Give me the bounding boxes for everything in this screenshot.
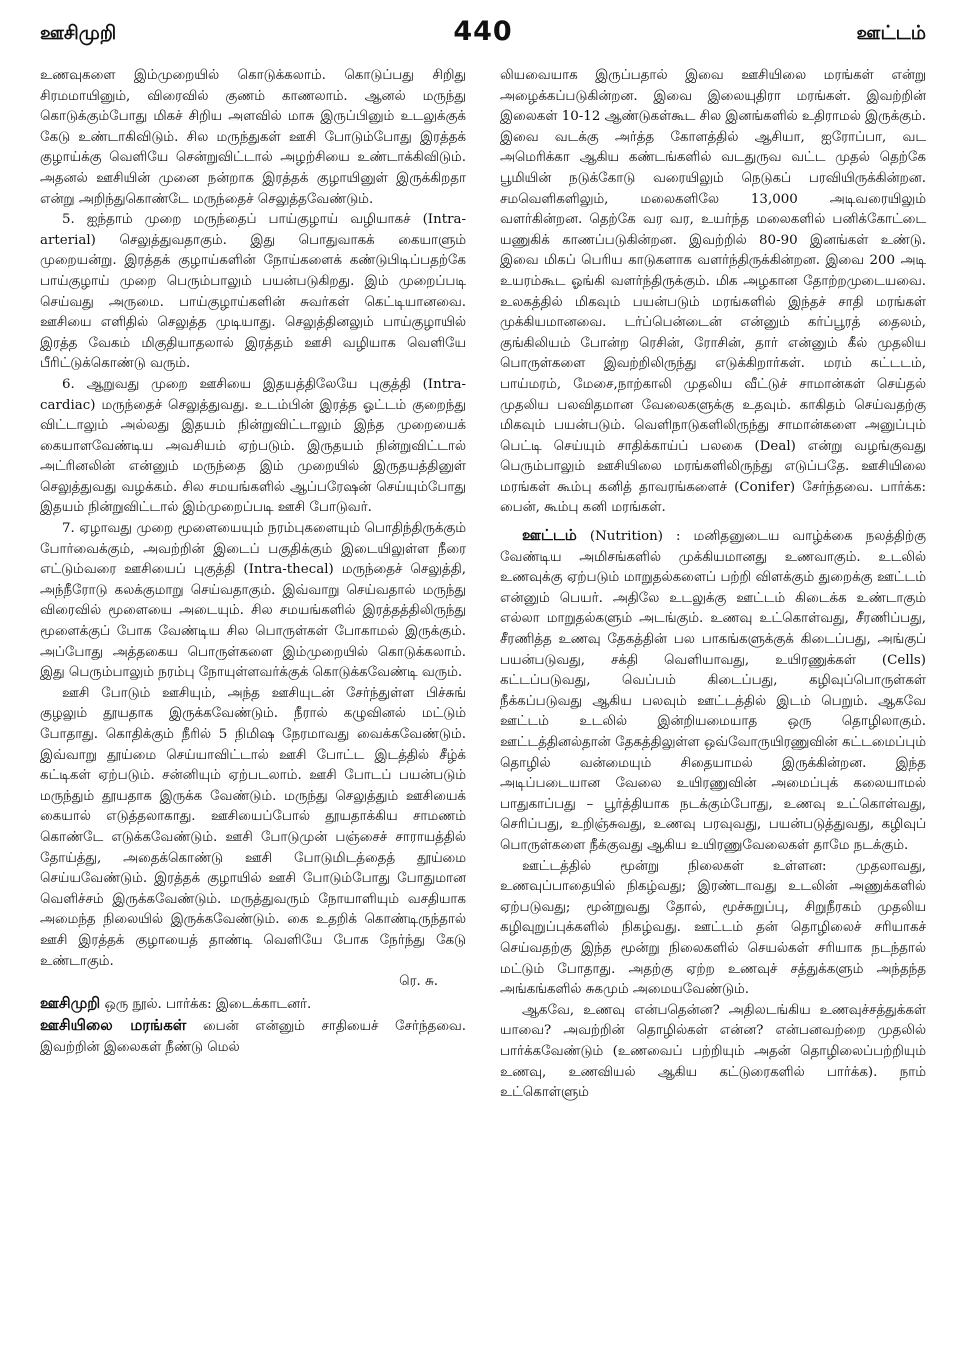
paragraph: லியவையாக இருப்பதால் இவை ஊசியிலை மரங்கள் என்று அழைக்கப்படுகின்றன. இவை இலையுதிரா மரங்கள். இவற்றின் இலைகள் 10-12 ஆண்டுகள்கூட சில இனங்களில் உதிராமல் இருக்கும். இவை வடக்கு அர்த்த கோளத்தில் ஆசியா, ஐரோப்பா, வட அமெரிக்கா ஆகிய கண்டங்களில் வடதுருவ வட்ட முதல் தெற்கே பூமியின் நடுக்கோடு வரையிலும் நெடுகப் பரவியிருக்கின்றன. சமவெளிகளிலும், மலைகளிலே 13,000 அடிவரையிலும் வளர்கின்றன. தெற்கே வர வர, உயர்ந்த மலைகளில் பனிக்கோட்டை யணுகிக் காணப்படுகின்றன. இவற்றில் 80-90 இனங்கள் உண்டு. இவை மிகப் பெரிய காடுகளாக வளர்ந்திருக்கின்றன. இவை 200 அடி உயரம்கூட ஓங்கி வளர்ந்திருக்கும். மிக அழகான தோற்றமுடையவை. உலகத்தில் மிகவும் பயன்படும் மரங்களில் இந்தச் சாதி மரங்கள் முக்கியமானவை. டர்ப்பென்டைன் என்னும் கர்ப்பூரத் தைலம், குங்கிலியம் போன்ற ரெசின், ரோசின், தார் என்னும் கீல் முதலிய பொருள்களை இவற்றிலிருந்து எடுக்கிறார்கள். மரம் கட்டடம், பாய்மரம், மேசை,நாற்காலி முதலிய வீட்டுச் சாமான்கள் செய்தல் முதலிய பலவிதமான வேலைகளுக்கு உதவும். காகிதம் செய்வதற்கு மிகவும் பயன்படும். வெளிநாடுகளிலிருந்து சாமான்களை அனுப்பும் பெட்டி செய்யும் சாதிக்காய்ப் பலகை (Deal) என்று வழங்குவது பெரும்பாலும் ஊசியிலை மரங்களிலிருந்து எடுப்பதே. ஊசியிலை மரங்கள் கூம்பு கனித் தாவரங்களைச் (Conifer) சேர்ந்தவை. பார்க்க: பைன், கூம்பு கனி மரங்கள். — [500, 68, 926, 516]
entry-oosimuri — [40, 993, 466, 1015]
paragraph: 5. ஐந்தாம் முறை மருந்தைப் பாய்குழாய் வழியாகச் (Intra-arterial) செலுத்துவதாகும். இது பொதுவாகக் கையாளும் முறையன்று. இரத்தக் குழாய்களின் நோய்களைக் கண்டுபிடிப்பதற்கே பாய்குழாய் முறை பெரும்பாலும் பயன்படுகிறது. இம் முறைப்படி செய்வது அருமை. பாய்குழாய்களின் சுவர்கள் கெட்டியானவை. ஊசியை எளிதில் செலுத்த முடியாது. செலுத்தினலும் பாய்குழாயில் இரத்த வேகம் மிகுதியாதலால் இரத்தம் ஊசி வழியாக வெளியே பீரிட்டுக்கொண்டு வரும். — [40, 212, 466, 372]
entry-term: ஊசியிலை மரங்கள் — [40, 1015, 187, 1034]
right-guide-word: ஊட்டம் — [856, 22, 926, 44]
paragraph: 7. ஏழாவது முறை மூளையையும் நரம்புகளையும் பொதிந்திருக்கும் போர்வைக்கும், அவற்றின் இடைப் பகுதிக்கும் இடையிலுள்ள நீரை எட்டும்வரை ஊசியைப் புகுத்தி (Intra-thecal) மருந்தைச் செலுத்தி, அந்நீரோடு கலக்குமாறு செய்வதாகும். இவ்வாறு செய்வதால் மருந்து விரைவில் மூளையை அடையும். சில சமயங்களில் இரத்தத்திலிருந்து மூளைக்குப் போக வேண்டிய சில பொருள்கள் போகாமல் இருக்கும். அப்போது அத்தகைய பொருள்களை இம்முறையில் கொடுக்கலாம். இது பெரும்பாலும் நரம்பு நோயுள்ளவர்க்குக் கொடுக்கவேண்டி வரும். — [40, 521, 466, 681]
paragraph: 6. ஆறுவது முறை ஊசியை இதயத்திலேயே புகுத்தி (Intra-cardiac) மருந்தைச் செலுத்துவது. உடம்பின் இரத்த ஓட்டம் குறைந்து விட்டாலும் அல்லது இதயம் நின்றுவிட்டாலும் இந்த முறையைக் கையாளவேண்டிய அவசியம் ஏற்படும். இருதயம் நின்றுவிட்டால் அட்ரினலின் என்னும் மருந்தை இம் முறையில் இருதயத்தினுள் செலுத்துவது வழக்கம். சில சமயங்களில் ஆப்பரேஷன் செய்யும்போது இதயம் நின்றுவிட்டால் இம்முறைப்படி ஊசி போடுவர். — [40, 376, 466, 516]
paragraph: ஊட்டத்தில் மூன்று நிலைகள் உள்ளன: முதலாவது, உணவுப்பாதையில் நிகழ்வது; இரண்டாவது உடலின் அணுக்களில் ஏற்படுவது; மூன்றுவது தோல், மூச்சுறுப்பு, சிறுநீரகம் முதலிய கழிவுறுப்புக்களில் நிகழ்வது. ஊட்டம் தன் தொழிலைச் சரியாகச் செய்வதற்கு இந்த மூன்று நிலைகளில் செயல்கள் சரியாக நடந்தால் மட்டும் போதாது. அதற்கு ஏற்ற உணவுச் சத்துக்களும் அந்தந்த அங்கங்களில் சுகமும் அமையவேண்டும். — [500, 858, 926, 998]
page-header — [0, 14, 966, 54]
entry-term: ஊசிமுறி — [40, 993, 101, 1012]
entry-oosiyilai-marangal — [40, 1015, 466, 1058]
entry-oottam — [500, 525, 926, 857]
entry-term: ஊட்டம் — [522, 526, 577, 545]
entry-text: (Nutrition) : மனிதனுடைய வாழ்க்கை நலத்திற்கு வேண்டிய அமிசங்களில் முக்கியமானது உணவாகும். உடலில் உணவுக்கு ஏற்படும் மாறுதல்களைப் பற்றி விளக்கும் துறைக்கு ஊட்டம் என்னும் பெயர். அதிலே உடலுக்கு ஊட்டம் கிடைக்க உண்டாகும் எல்லா மாறுதல்களும் அடங்கும். உணவு உட்கொள்வது, சீரணிப்பது, சீரணித்த உணவு தேகத்தின் பல பாகங்களுக்குக் கிடைப்பது, அங்குப் பயன்படுவது, சக்தி வெளியாவது, உயிரணுக்கள் (Cells) கட்டப்படுவது, வெப்பம் கிடைப்பது, கழிவுப்பொருள்கள் நீக்கப்படுவது ஆகிய பலவும் ஊட்டத்தில் இடம் பெறும். ஆகவே ஊட்டம் உடலில் இன்றியமையாத ஒரு தொழிலாகும். ஊட்டத்தினல்தான் தேகத்திலுள்ள ஒவ்வோருயிரணுவின் கட்டமைப்பும் தொழில் வன்மையும் சிதையாமல் இருக்கின்றன. இந்த அடிப்படையான வேலை உயிரணுவின் அமைப்புக் கலையாமல் பாதுகாப்பது – பூர்த்தியாக நடக்கும்போது, உணவு உட்கொள்வது, செரிப்பது, உறிஞ்சுவது, உணவு பரவுவது, பயன்படுத்துவது, கழிவுப் பொருள்களை நீக்குவது ஆகிய உயிரணுவேலைகள் தாமே நடக்கும். — [500, 529, 926, 853]
left-column — [40, 66, 466, 1058]
right-column — [500, 66, 926, 1104]
entry-text: ஒரு நூல். பார்க்க: இடைக்காடனர். — [104, 996, 312, 1012]
paragraph: உணவுகளை இம்முறையில் கொடுக்கலாம். கொடுப்பது சிறிது சிரமமாயினும், விரைவில் குணம் காணலாம். ஆனல் மருந்து கொடுக்கும்போது மிகச் சிறிய அளவில் மாசு இருப்பினும் உடலுக்குக் கேடு உண்டாகிவிடும். சில மருந்துகள் ஊசி போடும்போது இரத்தக் குழாய்க்கு வெளியே சென்றுவிட்டால் அழற்சியை உண்டாக்கிவிடும். அதனல் ஊசியின் முனை நன்றாக இரத்தக் குழாயினுள் இருக்கிறதா என்று அறிந்துகொண்டே மருந்தைச் செலுத்தவேண்டும். — [40, 68, 466, 207]
paragraph: ஆகவே, உணவு என்பதென்ன? அதிலடங்கிய உணவுச்சத்துக்கள் யாவை? அவற்றின் தொழில்கள் என்ன? என்பனவற்றை முதலில் பார்க்கவேண்டும் (உணவைப் பற்றியும் அதன் தொழிலைப்பற்றியும் உணவு, உணவியல் ஆகிய கட்டுரைகளில் பார்க்க). நாம் உட்கொள்ளும் — [500, 1002, 926, 1101]
paragraph: ஊசி போடும் ஊசியும், அந்த ஊசியுடன் சேர்ந்துள்ள பிச்சுங் குழலும் தூயதாக இருக்கவேண்டும். நீரால் கழுவினல் மட்டும் போதாது. கொதிக்கும் நீரில் 5 நிமிஷ நேரமாவது வைக்கவேண்டும். இவ்வாறு தூய்மை செய்யாவிட்டால் ஊசி போட்ட இடத்தில் சீழ்க் கட்டிகள் ஏற்படும். சன்னியும் ஏற்படலாம். ஊசி போடப் பயன்படும் மருந்தும் தூயதாக இருக்க வேண்டும். மருந்து செலுத்தும் ஊசியைக் கையால் எடுத்தலாகாது. ஊசியைப்போல் தூயதாக்கிய சாமணம் கொண்டே எடுக்கவேண்டும். ஊசி போடுமுன் பஞ்சைச் சாராயத்தில் தோய்த்து, அதைக்கொண்டு ஊசி போடுமிடத்தைத் தூய்மை செய்யவேண்டும். இரத்தக் குழாயில் ஊசி போடும்போது போதுமான வெளிச்சம் இருக்கவேண்டும். மருத்துவரும் நோயாளியும் வசதியாக அமைந்த நிலையில் இருக்கவேண்டும். கை உதறிக் கொண்டிருந்தால் ஊசி இரத்தக் குழாயைத் தாண்டி வெளியே போக நேர்ந்து கேடு உண்டாகும். — [40, 685, 466, 969]
left-guide-word: ஊசிமுறி — [40, 22, 117, 44]
page-number: 440 — [453, 16, 513, 47]
author-signature: ரெ. சு. — [399, 974, 438, 990]
entry-text: பைன் என்னும் சாதியைச் சேர்ந்தவை. இவற்றின் இலைகள் நீண்டு மெல் — [40, 1018, 467, 1055]
